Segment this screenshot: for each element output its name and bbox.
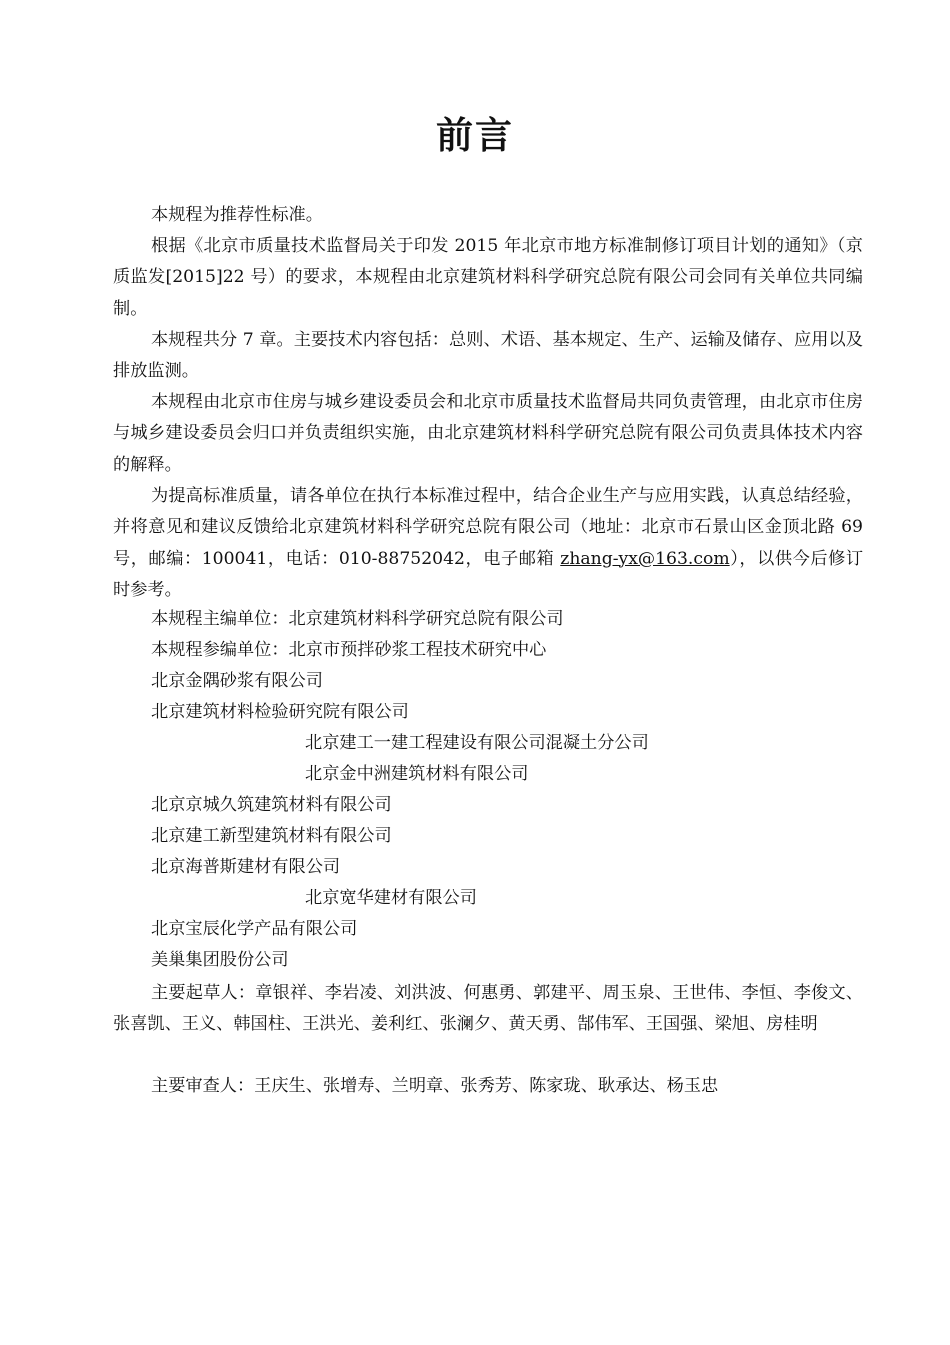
main-reviewers: 主要审查人：王庆生、张增寿、兰明章、张秀芳、陈家珑、耿承达、杨玉忠 <box>151 1076 719 1096</box>
page-title: 前言 <box>436 114 514 157</box>
participant-unit: 北京宽华建材有限公司 <box>305 888 477 908</box>
participant-unit: 北京京城久筑建筑材料有限公司 <box>151 795 392 815</box>
paragraph-standard-type: 本规程为推荐性标准。 <box>151 205 323 225</box>
participant-unit: 北京宝辰化学产品有限公司 <box>151 919 358 939</box>
participant-unit: 北京建工一建工程建设有限公司混凝土分公司 <box>305 733 649 753</box>
participant-unit: 北京金中洲建筑材料有限公司 <box>305 764 529 784</box>
participant-unit: 北京海普斯建材有限公司 <box>151 857 341 877</box>
feedback-text-end: ），以供今后修订时参考。 <box>113 548 864 600</box>
email-link[interactable]: zhang-yx@163.com <box>560 548 730 569</box>
feedback-text: 为提高标准质量，请各单位在执行本标准过程中，结合企业生产与应用实践，认真总结经验，并将意见和建议反馈给北京建筑材料科学研究总院有限公司（地址：北京市石景山区金顶北路 69 号，邮编：100041，电话：010-88752042，电子邮箱 <box>113 486 863 569</box>
paragraph-feedback <box>113 481 863 606</box>
participant-unit: 北京建工新型建筑材料有限公司 <box>151 826 392 846</box>
paragraph-management: 本规程由北京市住房与城乡建设委员会和北京市质量技术监督局共同负责管理，由北京市住房与城乡建设委员会归口并负责组织实施，由北京建筑材料科学研究总院有限公司负责具体技术内容的解释。 <box>113 392 863 475</box>
main-drafters: 主要起草人：章银祥、李岩凌、刘洪波、何惠勇、郭建平、周玉泉、王世伟、李恒、李俊文、张喜凯、王义、韩国柱、王洪光、姜利红、张澜夕、黄天勇、郜伟军、王国强、梁旭、房桂明 <box>113 983 863 1035</box>
paragraph-contents: 本规程共分 7 章。主要技术内容包括：总则、术语、基本规定、生产、运输及储存、应用以及排放监测。 <box>113 330 863 382</box>
paragraph-basis: 根据《北京市质量技术监督局关于印发 2015 年北京市地方标准制修订项目计划的通知》（京质监发[2015]22 号）的要求，本规程由北京建筑材料科学研究总院有限公司会同有关单位共同编制。 <box>113 236 863 319</box>
participant-unit: 北京金隅砂浆有限公司 <box>151 671 323 691</box>
participating-units-line: 本规程参编单位：北京市预拌砂浆工程技术研究中心 <box>151 640 547 660</box>
participant-unit: 北京建筑材料检验研究院有限公司 <box>151 702 409 722</box>
participant-unit: 美巢集团股份公司 <box>151 950 289 970</box>
chief-editing-unit: 本规程主编单位：北京建筑材料科学研究总院有限公司 <box>151 609 564 629</box>
